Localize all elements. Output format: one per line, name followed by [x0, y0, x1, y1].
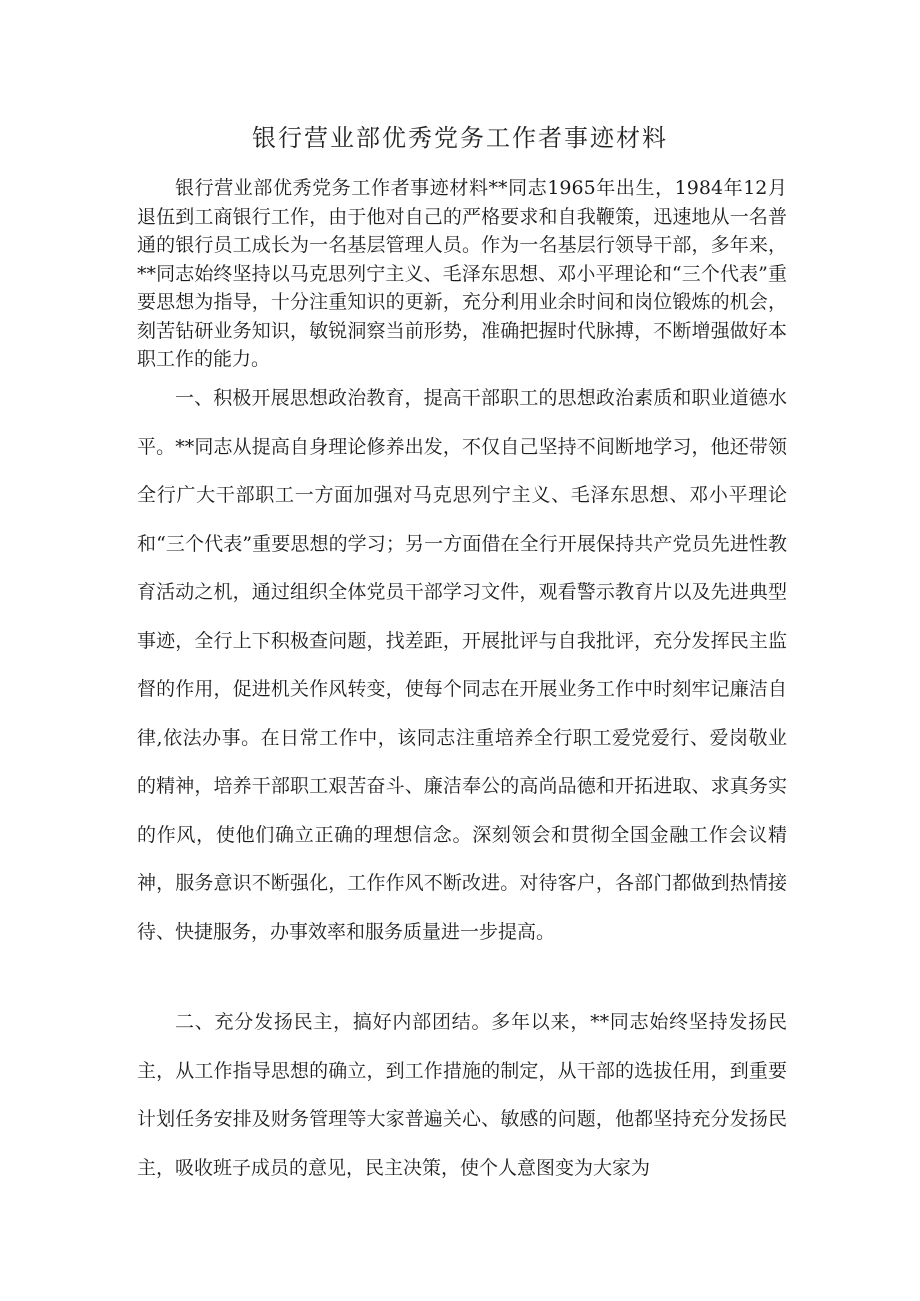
section-two-paragraph: 二、充分发扬民主，搞好内部团结。多年以来，**同志始终坚持发扬民主，从工作指导思想的确立，到工作措施的制定，从干部的选拔任用，到重要计划任务安排及财务管理等大家普遍关心、敏感的问题，他都坚持充分发扬民主，吸收班子成员的意见，民主决策，使个人意图变为大家为	[137, 1011, 787, 1179]
section-one-paragraph: 一、积极开展思想政治教育，提高干部职工的思想政治素质和职业道德水平。**同志从提高自身理论修养出发，不仅自己坚持不间断地学习，他还带领全行广大干部职工一方面加强对马克思列宁主义、毛泽东思想、邓小平理论和“三个代表”重要思想的学习；另一方面借在全行开展保持共产党员先进性教育活动之机，通过组织全体党员干部学习文件，观看警示教育片以及先进典型事迹，全行上下积极查问题，找差距，开展批评与自我批评，充分发挥民主监督的作用，促进机关作风转变，使每个同志在开展业务工作中时刻牢记廉洁自律,依法办事。在日常工作中，该同志注重培养全行职工爱党爱行、爱岗敬业的精神，培养干部职工艰苦奋斗、廉洁奉公的高尚品德和开拓进取、求真务实的作风，使他们确立正确的理想信念。深刻领会和贯彻全国金融工作会议精神，服务意识不断强化，工作作风不断改进。对待客户，各部门都做到热情接待、快捷服务，办事效率和服务质量进一步提高。	[137, 387, 787, 943]
document-title: 银行营业部优秀党务工作者事迹材料	[252, 124, 668, 152]
intro-paragraph: 银行营业部优秀党务工作者事迹材料**同志1965年出生，1984年12月退伍到工商银行工作，由于他对自己的严格要求和自我鞭策，迅速地从一名普通的银行员工成长为一名基层管理人员。作为一名基层行领导干部，多年来，**同志始终坚持以马克思列宁主义、毛泽东思想、邓小平理论和“三个代表”重要思想为指导，十分注重知识的更新，充分利用业余时间和岗位锻炼的机会，刻苦钻研业务知识，敏锐洞察当前形势，准确把握时代脉搏，不断增强做好本职工作的能力。	[137, 177, 787, 370]
